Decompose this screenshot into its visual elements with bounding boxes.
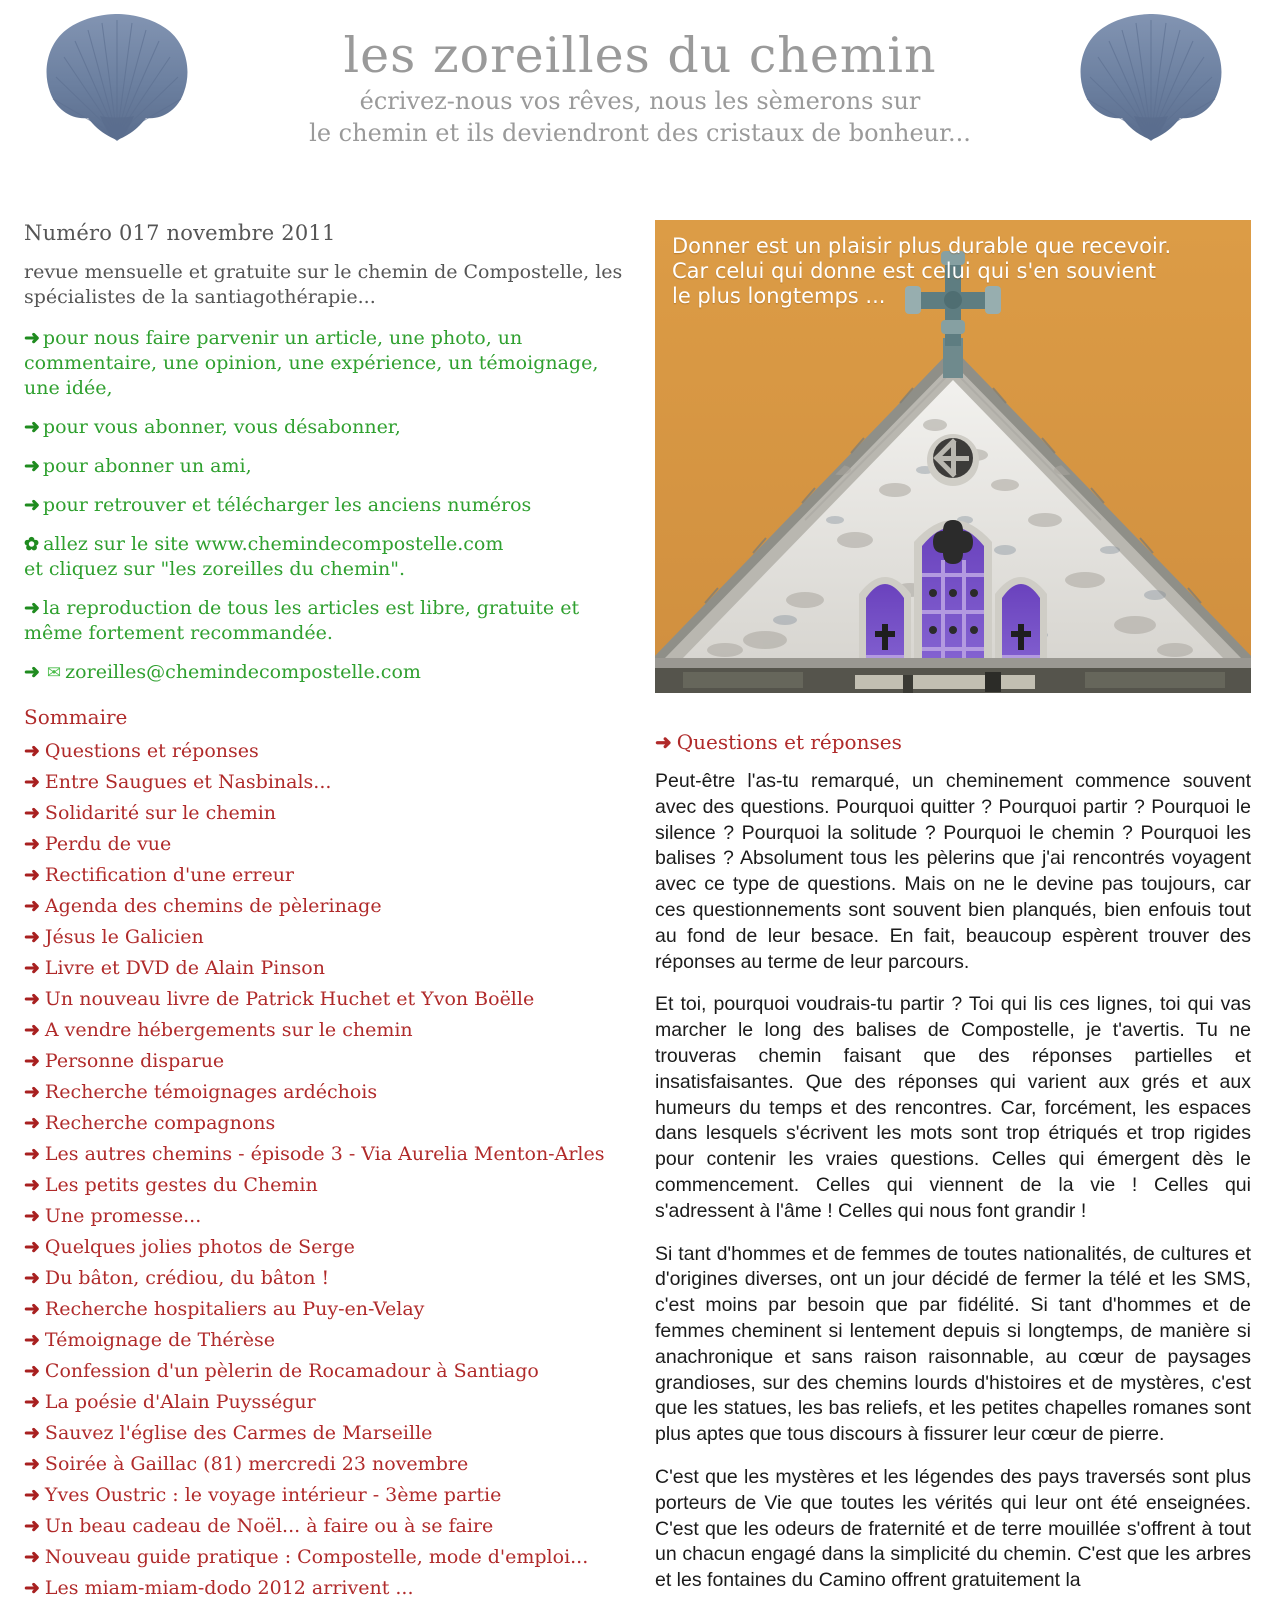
list-item[interactable] [24, 1108, 624, 1139]
list-item[interactable] [24, 1046, 624, 1077]
arrow-right-icon: ➜ [24, 1391, 40, 1413]
arrow-right-icon: ➜ [24, 1515, 40, 1537]
arrow-right-icon: ➜ [24, 1546, 40, 1568]
list-item[interactable] [24, 1480, 624, 1511]
article-paragraph: Peut-être l'as-tu remarqué, un cheminement commence souvent avec des questions. Pourquoi quitter ? Pourquoi partir ? Pourquoi le silence ? Pourquoi la solitude ? Pourquoi le chemin ? Pourquoi les balises ? Absolument tous les pèlerins que j'ai rencontrés voyagent avec ce type de questions. Mais on ne le devine pas toujours, car ces questionnements sont souvent bien planqués, bien enfouis tout au fond de leur besace. En fait, beaucoup espèrent trouver des réponses au terme de leur parcours. [655, 770, 1251, 973]
reproduction-note [24, 596, 624, 646]
website-note-line-2: et cliquez sur "les zoreilles du chemin". [24, 558, 406, 580]
list-item[interactable] [24, 1542, 624, 1573]
contact-link-archives[interactable] [24, 493, 624, 518]
list-item[interactable] [24, 1139, 624, 1170]
arrow-right-icon: ➜ [24, 988, 40, 1010]
arrow-right-icon: ➜ [24, 1174, 40, 1196]
list-item-label: Personne disparue [44, 1050, 225, 1072]
list-item[interactable] [24, 1201, 624, 1232]
scallop-shell-icon-left [42, 14, 192, 146]
masthead-titles [250, 28, 1030, 148]
intro-description: revue mensuelle et gratuite sur le chemin de Compostelle, les spécialistes de la santiagothérapie... [24, 261, 623, 308]
list-item-label: Livre et DVD de Alain Pinson [44, 957, 325, 979]
arrow-right-icon: ➜ [24, 1050, 40, 1072]
list-item-label: Soirée à Gaillac (81) mercredi 23 novembre [44, 1453, 469, 1475]
church-gable-photo [655, 220, 1251, 693]
list-item-label: La poésie d'Alain Puysségur [44, 1391, 316, 1413]
arrow-right-icon: ➜ [24, 926, 40, 948]
article-paragraph: C'est que les mystères et les légendes des pays traversés sont plus porteurs de Vie que toutes les vérités qui leur ont été enseignées. C'est que les odeurs de fraternité et de terre mouillée s'offrent à tout un chacun engagé dans la simplicité du chemin. C'est que les arbres et les fontaines du Camino offrent gratuitement la [655, 1465, 1251, 1592]
arrow-right-icon: ➜ [24, 833, 40, 855]
arrow-right-icon: ➜ [24, 740, 40, 762]
list-item[interactable] [24, 1015, 624, 1046]
list-item-label: Sauvez l'église des Carmes de Marseille [44, 1422, 433, 1444]
list-item-label: Recherche hospitaliers au Puy-en-Velay [44, 1298, 425, 1320]
list-item[interactable] [24, 953, 624, 984]
list-item-label: Recherche compagnons [44, 1112, 276, 1134]
scallop-shell-icon-right [1076, 14, 1226, 146]
contact-link-subscribe-friend-label: pour abonner un ami, [42, 455, 252, 477]
list-item[interactable] [24, 1077, 624, 1108]
arrow-right-icon: ➜ [24, 416, 40, 438]
photo-caption: Donner est un plaisir plus durable que recevoir. Car celui qui donne est celui qui s'en souvient le plus longtemps ... [672, 234, 1172, 308]
arrow-right-icon: ➜ [655, 730, 672, 754]
list-item[interactable] [24, 922, 624, 953]
list-item-label: Entre Saugues et Nasbinals... [44, 771, 332, 793]
arrow-right-icon: ➜ [24, 771, 40, 793]
arrow-right-icon: ➜ [24, 1484, 40, 1506]
list-item-label: Nouveau guide pratique : Compostelle, mode d'emploi... [44, 1546, 589, 1568]
arrow-right-icon: ➜ [24, 494, 40, 516]
list-item[interactable] [24, 1418, 624, 1449]
arrow-right-icon: ➜ [24, 1453, 40, 1475]
arrow-right-icon: ➜ [24, 1360, 40, 1382]
sommaire-list [24, 736, 624, 1604]
arrow-right-icon: ➜ [24, 895, 40, 917]
arrow-right-icon: ➜ [24, 1112, 40, 1134]
arrow-right-icon: ➜ [24, 661, 40, 683]
sommaire-heading: Sommaire [24, 705, 128, 729]
list-item[interactable] [24, 1325, 624, 1356]
list-item-label: Du bâton, crédiou, du bâton ! [44, 1267, 330, 1289]
list-item[interactable] [24, 860, 624, 891]
list-item-label: A vendre hébergements sur le chemin [44, 1019, 413, 1041]
list-item[interactable] [24, 1573, 624, 1604]
list-item-label: Rectification d'une erreur [44, 864, 295, 886]
list-item-label: Témoignage de Thérèse [44, 1329, 275, 1351]
arrow-right-icon: ➜ [24, 597, 40, 619]
contact-link-article[interactable] [24, 326, 624, 401]
list-item[interactable] [24, 829, 624, 860]
list-item[interactable] [24, 984, 624, 1015]
list-item[interactable] [24, 767, 624, 798]
list-item-label: Un beau cadeau de Noël... à faire ou à se faire [44, 1515, 494, 1537]
list-item[interactable] [24, 1170, 624, 1201]
list-item[interactable] [24, 1511, 624, 1542]
list-item-label: Solidarité sur le chemin [44, 802, 277, 824]
contact-link-subscribe-label: pour vous abonner, vous désabonner, [42, 416, 401, 438]
list-item[interactable] [24, 1232, 624, 1263]
list-item-label: Agenda des chemins de pèlerinage [44, 895, 382, 917]
arrow-right-icon: ➜ [24, 1205, 40, 1227]
arrow-right-icon: ➜ [24, 802, 40, 824]
flower-icon: ✿ [24, 534, 40, 555]
site-tagline-line-1: écrivez-nous vos rêves, nous les sèmerons sur [359, 87, 921, 115]
article-heading [655, 729, 1251, 755]
website-note[interactable] [24, 532, 624, 582]
right-column [655, 220, 1251, 1611]
arrow-right-icon: ➜ [24, 957, 40, 979]
list-item-label: Perdu de vue [44, 833, 172, 855]
arrow-right-icon: ➜ [24, 1019, 40, 1041]
website-note-line-1: allez sur le site www.chemindecompostelle.com [43, 533, 504, 555]
envelope-icon: ✉ [46, 663, 62, 683]
article-heading-label: Questions et réponses [676, 730, 902, 754]
list-item[interactable] [24, 1356, 624, 1387]
list-item-label: Un nouveau livre de Patrick Huchet et Yvon Boëlle [44, 988, 535, 1010]
arrow-right-icon: ➜ [24, 455, 40, 477]
site-title: les zoreilles du chemin [343, 27, 937, 84]
contact-link-archives-label: pour retrouver et télécharger les anciens numéros [42, 494, 532, 516]
list-item[interactable] [24, 798, 624, 829]
list-item-label: Les miam-miam-dodo 2012 arrivent ... [44, 1577, 414, 1599]
arrow-right-icon: ➜ [24, 864, 40, 886]
email-address: zoreilles@chemindecompostelle.com [65, 661, 421, 683]
contact-link-article-label: pour nous faire parvenir un article, une photo, un commentaire, une opinion, une expérience, un témoignage, une idée, [24, 327, 599, 399]
list-item-label: Yves Oustric : le voyage intérieur - 3ème partie [44, 1484, 502, 1506]
arrow-right-icon: ➜ [24, 1422, 40, 1444]
list-item[interactable] [24, 736, 624, 767]
list-item[interactable] [24, 891, 624, 922]
arrow-right-icon: ➜ [24, 1081, 40, 1103]
article-paragraph: Et toi, pourquoi voudrais-tu partir ? Toi qui lis ces lignes, toi qui vas marcher le long des balises de Compostelle, je t'avertis. Tu ne trouveras chemin faisant que des réponses partielles et insatisfaisantes. Que des réponses qui varient aux grés et aux humeurs du temps et des rencontres. Car, forcément, les espaces dans lesquels s'écrivent les mots sont trop étriqués et trop rigides pour contenir les vraies questions. Celles qui émergent dès le commencement. Celles qui viennent de la vie ! Celles qui s'adressent à l'âme ! Celles qui nous font grandir ! [655, 993, 1251, 1222]
arrow-right-icon: ➜ [24, 1298, 40, 1320]
list-item-label: Les autres chemins - épisode 3 - Via Aurelia Menton-Arles [44, 1143, 605, 1165]
article-paragraph: Si tant d'hommes et de femmes de toutes nationalités, de cultures et d'origines diverses, ont un jour décidé de fermer la télé et les SMS, c'est moins par besoin que par fidélité. Si tant d'hommes et de femmes cheminent si lentement depuis si longtemps, de manière si anachronique et sans raison raisonnable, au cœur de paysages grandioses, sur des chemins lourds d'histoires et de mystères, c'est que les statues, les bas reliefs, et les petites chapelles romanes sont plus aptes que tous discours à fissurer leur cœur de pierre. [655, 1242, 1251, 1446]
issue-number: Numéro 017 novembre 2011 [24, 221, 336, 245]
list-item[interactable] [24, 1263, 624, 1294]
email-link[interactable] [24, 660, 624, 686]
arrow-right-icon: ➜ [24, 1143, 40, 1165]
list-item[interactable] [24, 1449, 624, 1480]
list-item-label: Confession d'un pèlerin de Rocamadour à Santiago [44, 1360, 539, 1382]
masthead [0, 0, 1266, 170]
contact-link-subscribe[interactable] [24, 415, 624, 440]
list-item-label: Jésus le Galicien [44, 926, 204, 948]
arrow-right-icon: ➜ [24, 1236, 40, 1258]
reproduction-note-label: la reproduction de tous les articles est libre, gratuite et même fortement recommandée. [24, 597, 580, 644]
site-tagline-line-2: le chemin et ils deviendront des cristaux de bonheur... [309, 119, 971, 147]
arrow-right-icon: ➜ [24, 327, 40, 349]
list-item[interactable] [24, 1387, 624, 1418]
arrow-right-icon: ➜ [24, 1329, 40, 1351]
left-column [24, 220, 624, 1604]
contact-link-subscribe-friend[interactable] [24, 454, 624, 479]
list-item-label: Recherche témoignages ardéchois [44, 1081, 378, 1103]
list-item[interactable] [24, 1294, 624, 1325]
arrow-right-icon: ➜ [24, 1267, 40, 1289]
list-item-label: Une promesse... [44, 1205, 202, 1227]
arrow-right-icon: ➜ [24, 1577, 40, 1599]
list-item-label: Questions et réponses [44, 740, 259, 762]
list-item-label: Quelques jolies photos de Serge [44, 1236, 355, 1258]
list-item-label: Les petits gestes du Chemin [44, 1174, 318, 1196]
